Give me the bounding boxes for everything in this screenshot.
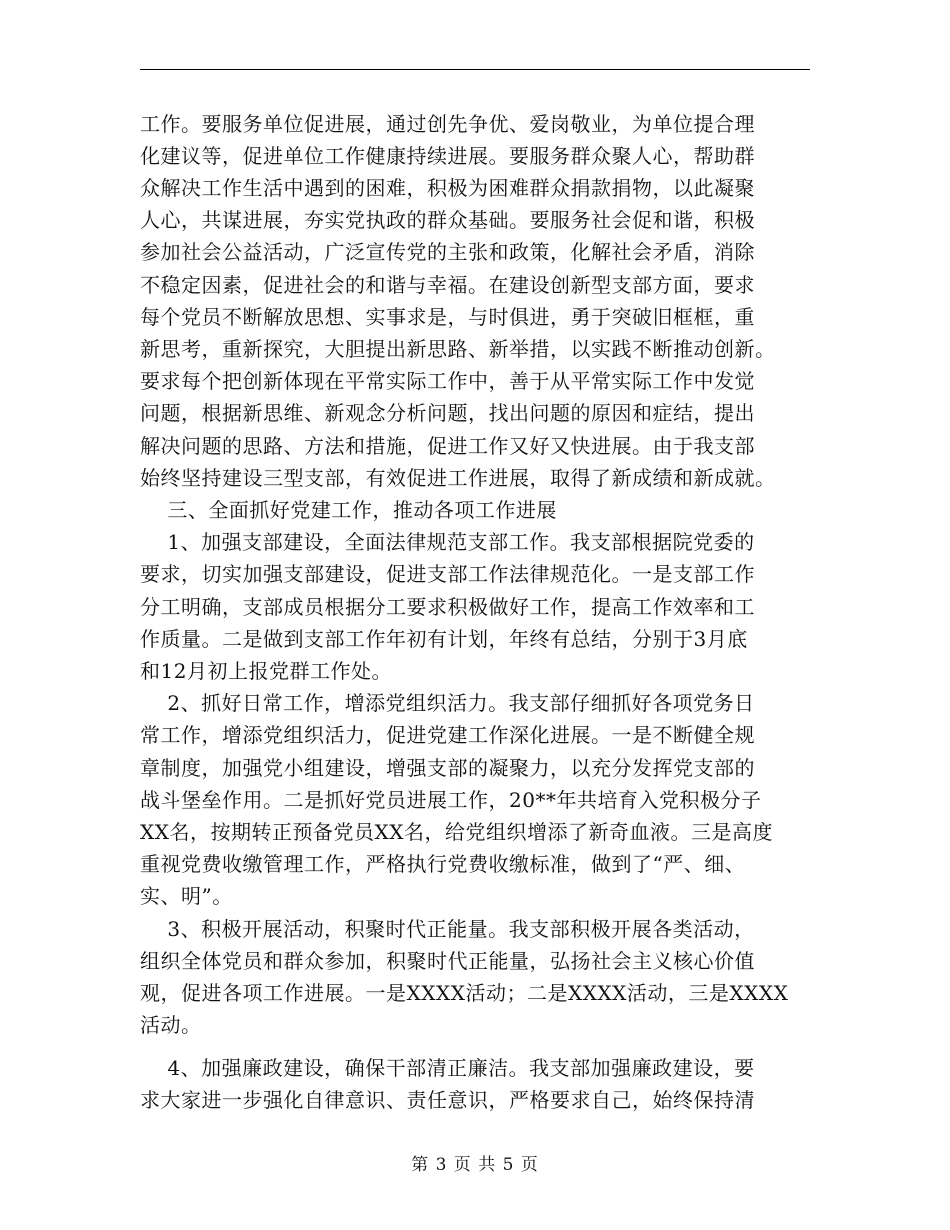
text-line: 化建议等，促进单位工作健康持续进展。要服务群众聚人心，帮助群 xyxy=(140,144,755,168)
text-line: 常工作，增添党组织活力，促进党建工作深化进展。一是不断健全规 xyxy=(140,723,755,747)
text-line: 4、加强廉政建设，确保干部清正廉洁。我支部加强廉政建设，要 xyxy=(140,1056,755,1080)
text-line: 问题，根据新思维、新观念分析问题，找出问题的原因和症结，提出 xyxy=(140,401,755,425)
text-line: 要求每个把创新体现在平常实际工作中，善于从平常实际工作中发觉 xyxy=(140,369,755,393)
text-line: 每个党员不断解放思想、实事求是，与时俱进，勇于突破旧框框，重 xyxy=(140,305,755,329)
text-line: 始终坚持建设三型支部，有效促进工作进展，取得了新成绩和新成就。 xyxy=(140,466,776,490)
text-line: 解决问题的思路、方法和措施，促进工作又好又快进展。由于我支部 xyxy=(140,434,755,458)
text-line: 观，促进各项工作进展。一是XXXX活动；二是XXXX活动，三是XXXX xyxy=(140,981,789,1005)
text-line: 重视党费收缴管理工作，严格执行党费收缴标准，做到了“严、细、 xyxy=(140,852,746,876)
text-line: 众解决工作生活中遇到的困难，积极为困难群众捐款捐物，以此凝聚 xyxy=(140,176,755,200)
text-line: 实、明”。 xyxy=(140,884,233,908)
text-line: 作质量。二是做到支部工作年初有计划，年终有总结，分别于3月底 xyxy=(140,627,748,651)
text-line: 1、加强支部建设，全面法律规范支部工作。我支部根据院党委的 xyxy=(140,530,755,554)
text-line: 章制度，加强党小组建设，增强支部的凝聚力，以充分发挥党支部的 xyxy=(140,756,755,780)
header-rule xyxy=(140,69,810,70)
text-line: 新思考，重新探究，大胆提出新思路、新举措，以实践不断推动创新。 xyxy=(140,337,776,361)
text-line: 分工明确，支部成员根据分工要求积极做好工作，提高工作效率和工 xyxy=(140,595,755,619)
text-line: 不稳定因素，促进社会的和谐与幸福。在建设创新型支部方面，要求 xyxy=(140,273,755,297)
text-line: 战斗堡垒作用。二是抓好党员进展工作，20**年共培育入党积极分子 xyxy=(140,788,762,812)
text-line: 和12月初上报党群工作处。 xyxy=(140,659,392,683)
text-line: 要求，切实加强支部建设，促进支部工作法律规范化。一是支部工作 xyxy=(140,562,755,586)
text-line: 2、抓好日常工作，增添党组织活力。我支部仔细抓好各项党务日 xyxy=(140,691,755,715)
page-footer: 第 3 页 共 5 页 xyxy=(411,1155,539,1175)
text-line: 求大家进一步强化自律意识、责任意识，严格要求自己，始终保持清 xyxy=(140,1088,755,1112)
text-line: 人心，共谋进展，夯实党执政的群众基础。要服务社会促和谐，积极 xyxy=(140,208,755,232)
text-line: 工作。要服务单位促进展，通过创先争优、爱岗敬业，为单位提合理 xyxy=(140,112,755,136)
text-line: 参加社会公益活动，广泛宣传党的主张和政策，化解社会矛盾，消除 xyxy=(140,240,755,264)
text-line: XX名，按期转正预备党员XX名，给党组织增添了新奇血液。三是高度 xyxy=(140,820,773,844)
section-heading: 三、全面抓好党建工作，推动各项工作进展 xyxy=(140,498,557,522)
text-line: 活动。 xyxy=(140,1013,202,1037)
text-line: 组织全体党员和群众参加，积聚时代正能量，弘扬社会主义核心价值 xyxy=(140,949,755,973)
text-line: 3、积极开展活动，积聚时代正能量。我支部积极开展各类活动， xyxy=(140,917,755,941)
